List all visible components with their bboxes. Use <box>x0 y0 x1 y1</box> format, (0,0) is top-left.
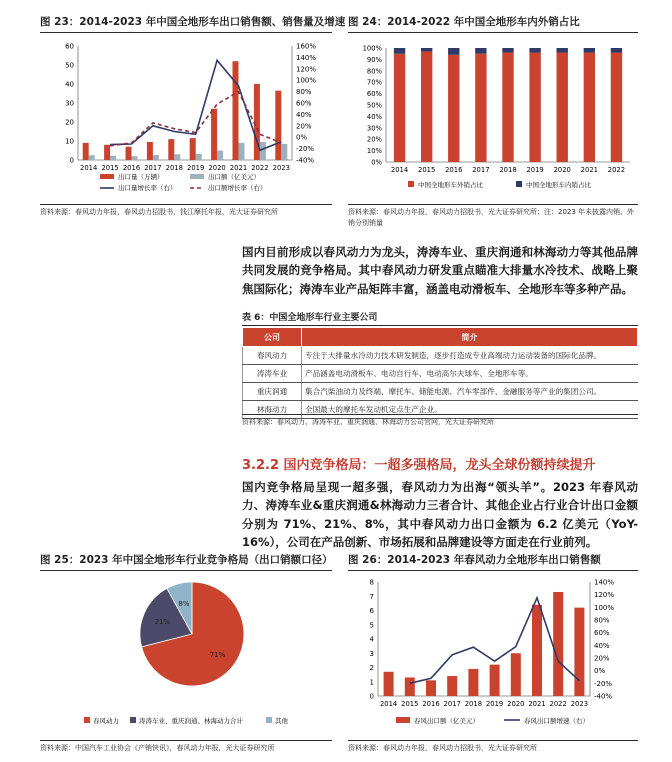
x-tick-label: 2016 <box>122 164 141 172</box>
table-row <box>243 365 638 383</box>
y-tick-label-left: 60 <box>65 42 74 51</box>
y-tick-label-right: 140% <box>296 53 317 62</box>
table6-source: 资料来源：春风动力、涛涛车业、重庆润通、林海动力公司官网，光大证券研究所 <box>242 414 638 427</box>
x-tick-label: 2017 <box>144 164 162 172</box>
x-tick-label: 2021 <box>528 700 546 708</box>
x-tick-label: 2021 <box>580 166 598 174</box>
x-tick-label: 2022 <box>549 700 567 708</box>
y-tick-label-right: 140% <box>594 578 615 587</box>
bar-export-value <box>239 143 245 160</box>
bar-export-share <box>421 51 432 162</box>
y-tick-label-left: 10 <box>65 137 74 146</box>
bar-export-value <box>217 151 223 161</box>
y-tick-label-left: 5 <box>369 621 374 630</box>
bar-export-value <box>574 608 584 696</box>
bar-domestic-share <box>448 48 459 55</box>
bar-export-value <box>511 653 521 696</box>
table-header-desc: 简介 <box>302 328 638 347</box>
bar-export-value <box>196 154 202 160</box>
company-name: 涛涛车业 <box>243 365 302 383</box>
company-desc: 产品涵盖电动滑板车、电动自行车、电动高尔夫球车、全地形车等。 <box>302 365 638 383</box>
x-tick-label: 2019 <box>187 164 205 172</box>
bar-export-value <box>153 155 159 160</box>
bar-export-share <box>584 53 595 162</box>
y-tick-label: 90% <box>366 55 382 64</box>
y-tick-label-left: 6 <box>369 607 374 615</box>
y-tick-label-right: 60% <box>594 629 610 638</box>
y-tick-label-right: -40% <box>594 692 613 701</box>
y-tick-label: 0% <box>371 158 382 167</box>
bar-export-volume <box>211 109 217 160</box>
x-tick-label: 2022 <box>607 166 626 174</box>
competition-paragraph: 国内竞争格局呈现一超多强，春风动力为出海“领头羊”。2023 年春风动力、涛涛车业&重庆润通&林海动力三者合计、其他企业占行业合计出口金额分别为 71%、21%、8%，其中春风动力出口金额为 6.2 亿美元（YoY-16%），公司在产品创新、市场拓展和品牌建设等方面走在行业前列。 <box>242 480 638 550</box>
bar-export-value <box>468 669 478 696</box>
bar-export-value <box>260 142 266 160</box>
bar-export-value <box>110 156 116 160</box>
fig24-title: 图 24：2014-2022 年中国全地形车内外销占比 <box>348 14 638 33</box>
x-tick-label: 2021 <box>229 164 248 172</box>
y-tick-label-right: 40% <box>296 110 312 119</box>
company-desc: 全国最大的摩托车发动机定点生产企业。 <box>302 401 638 419</box>
bar-export-volume <box>233 61 239 160</box>
x-tick-label: 2019 <box>485 700 504 708</box>
bar-export-share <box>475 54 486 162</box>
fig23-title: 图 23：2014-2023 年中国全地形车出口销售额、销售量及增速 <box>40 14 332 33</box>
bar-export-value <box>174 154 180 160</box>
company-name: 春风动力 <box>243 347 302 365</box>
legend-label: 出口额（亿美元） <box>208 173 260 181</box>
y-tick-label-right: -40% <box>296 156 315 165</box>
y-tick-label-right: 100% <box>296 76 317 85</box>
company-table <box>242 327 638 419</box>
fig26-title: 图 26：2014-2023 年春风动力全地形车出口销售额 <box>348 552 638 571</box>
bar-export-value <box>490 665 500 696</box>
x-tick-label: 2020 <box>507 700 525 708</box>
x-tick-label: 2018 <box>499 166 517 174</box>
x-tick-label: 2023 <box>272 164 290 172</box>
fig23-chart <box>40 36 332 196</box>
legend-swatch-value <box>190 174 204 179</box>
fig24-chart <box>348 36 638 196</box>
bar-export-volume <box>190 138 196 160</box>
bar-export-share <box>502 53 513 162</box>
y-tick-label-left: 2 <box>369 664 374 672</box>
x-tick-label: 2020 <box>208 164 226 172</box>
x-tick-label: 2022 <box>251 164 269 172</box>
y-tick-label: 20% <box>366 135 382 144</box>
x-tick-label: 2018 <box>464 700 483 708</box>
legend-swatch-volume <box>100 174 114 179</box>
y-tick-label-right: 80% <box>296 88 312 97</box>
x-tick-label: 2015 <box>101 164 119 172</box>
bar-domestic-share <box>557 48 568 53</box>
y-tick-label-right: 20% <box>296 122 312 131</box>
x-tick-label: 2017 <box>443 700 461 708</box>
legend-label: 出口量增长率（右） <box>118 184 177 192</box>
bar-export-volume <box>126 147 132 160</box>
x-tick-label: 2020 <box>553 166 571 174</box>
bar-export-volume <box>147 142 153 160</box>
y-tick-label-left: 7 <box>369 592 374 601</box>
y-tick-label: 80% <box>366 67 382 76</box>
section-heading: 3.2.2 国内竞争格局：一超多强格局，龙头全球份额持续提升 <box>242 458 596 473</box>
y-tick-label-right: 40% <box>594 641 610 650</box>
bar-export-share <box>611 53 622 162</box>
y-tick-label: 100% <box>362 44 382 53</box>
x-tick-label: 2023 <box>570 700 589 708</box>
legend-swatch-export <box>408 181 414 187</box>
intro-paragraph: 国内目前形成以春风动力为龙头，涛涛车业、重庆润通和林海动力等其他品牌共同发展的竞争格局。其中春风动力研发重点瞄准大排量水冷技术、战略上聚焦国际化；涛涛车业产品矩阵丰富，涵盖电动滑板车、全地形车等多种产品。 <box>242 245 638 296</box>
y-tick-label-left: 30 <box>65 99 74 108</box>
y-tick-label-left: 1 <box>369 678 374 687</box>
y-tick-label-right: 80% <box>594 616 610 625</box>
bar-domestic-share <box>421 48 432 51</box>
x-tick-label: 2015 <box>401 700 419 708</box>
legend-label: 出口额增长率（右） <box>208 184 267 192</box>
y-tick-label-right: 120% <box>296 65 317 74</box>
y-tick-label-right: 20% <box>594 654 610 663</box>
bar-export-value <box>281 144 287 160</box>
y-tick-label: 60% <box>366 90 382 99</box>
y-tick-label-right: 60% <box>296 99 312 108</box>
company-name: 重庆润通 <box>243 383 302 401</box>
x-tick-label: 2014 <box>379 700 398 708</box>
legend-label: 春风出口额（亿美元） <box>414 717 479 725</box>
bar-export-value <box>405 677 415 696</box>
y-tick-label-right: 120% <box>594 591 615 600</box>
fig23-source: 资料来源：春风动力年报，春风动力招股书，钱江摩托年报，光大证券研究所 <box>40 204 332 218</box>
legend-swatch <box>130 717 136 723</box>
legend-swatch-export <box>396 717 410 723</box>
legend-label: 其他 <box>275 717 288 725</box>
y-tick-label-right: 0% <box>594 667 606 676</box>
x-tick-label: 2017 <box>472 166 490 174</box>
fig24-source: 资料来源：春风动力年报，春风动力招股书，光大证券研究所；注：2023 年未披露内销、外销分别销量 <box>348 204 638 229</box>
y-tick-label-right: 160% <box>296 42 317 51</box>
legend-label: 涛涛车业、重庆润通、林海动力合计 <box>139 717 243 725</box>
bar-export-share <box>557 53 568 162</box>
legend-label: 春风出口额增速（右） <box>524 717 589 725</box>
x-tick-label: 2016 <box>445 166 463 174</box>
legend-swatch <box>266 717 272 723</box>
legend-swatch-domestic <box>516 181 522 187</box>
pie-value-label: 8% <box>178 599 190 608</box>
bar-domestic-share <box>475 48 486 54</box>
legend-label: 出口量（万辆） <box>118 173 164 181</box>
y-tick-label-left: 40 <box>65 80 74 89</box>
y-tick-label-left: 50 <box>65 61 74 70</box>
bar-domestic-share <box>529 48 540 53</box>
y-tick-label-right: -20% <box>296 145 315 154</box>
bar-export-value <box>532 605 542 696</box>
bar-export-share <box>448 55 459 162</box>
bar-export-volume <box>168 139 174 160</box>
bar-export-share <box>529 53 540 162</box>
bar-export-volume <box>104 145 110 160</box>
table6-title: 表 6：中国全地形车行业主要公司 <box>242 310 638 326</box>
fig25-chart <box>40 572 332 732</box>
fig26-chart <box>348 572 638 732</box>
y-tick-label-left: 3 <box>369 649 374 658</box>
pie-value-label: 21% <box>154 618 171 627</box>
bar-export-value <box>384 672 394 696</box>
fig25-title: 图 25：2023 年中国全地形车行业竞争格局（出口销额口径） <box>40 552 332 571</box>
bar-export-share <box>394 54 405 162</box>
company-desc: 集合汽柴油动力及终端、摩托车、储能电源、汽车零部件、金融服务等产业的集团公司。 <box>302 383 638 401</box>
fig26-source: 资料来源：春风动力年报，春风动力招股书，光大证券研究所 <box>348 740 638 754</box>
y-tick-label-left: 8 <box>369 578 374 587</box>
y-tick-label-left: 0 <box>69 156 74 165</box>
company-desc: 专注于大排量水冷动力技术研发制造，逐步打造成专业高端动力运动装备的国际化品牌。 <box>302 347 638 365</box>
y-tick-label-left: 20 <box>65 118 74 127</box>
bar-domestic-share <box>502 48 513 53</box>
x-tick-label: 2016 <box>422 700 440 708</box>
bar-export-value <box>553 592 563 696</box>
table-row <box>243 347 638 365</box>
y-tick-label-left: 0 <box>369 692 374 701</box>
legend-label: 中国全地形车内销占比 <box>526 181 591 189</box>
bar-export-volume <box>83 143 89 160</box>
legend-label: 中国全地形车外销占比 <box>418 181 483 189</box>
table-row <box>243 383 638 401</box>
y-tick-label: 30% <box>366 124 382 133</box>
legend-label: 春风动力 <box>93 717 119 725</box>
y-tick-label: 50% <box>366 101 382 110</box>
y-tick-label: 40% <box>366 112 382 121</box>
y-tick-label-left: 4 <box>369 635 374 644</box>
bar-export-value <box>89 155 95 160</box>
bar-export-value <box>447 676 457 696</box>
x-tick-label: 2014 <box>80 164 98 172</box>
y-tick-label: 70% <box>366 78 382 87</box>
pie-value-label: 71% <box>209 650 226 659</box>
table-header-company: 公司 <box>243 328 302 347</box>
bar-domestic-share <box>584 48 595 53</box>
fig25-source: 资料来源：中国汽车工业协会《产销快讯》，春风动力年报，光大证券研究所 <box>40 740 332 754</box>
y-tick-label: 10% <box>366 147 382 156</box>
bar-export-volume <box>275 91 281 160</box>
y-tick-label-right: 0% <box>296 133 308 142</box>
bar-export-value <box>132 156 138 160</box>
y-tick-label-right: -20% <box>594 679 613 688</box>
bar-domestic-share <box>394 48 405 54</box>
company-name: 林海动力 <box>243 401 302 419</box>
x-tick-label: 2015 <box>418 166 436 174</box>
legend-swatch <box>84 717 90 723</box>
x-tick-label: 2019 <box>526 166 544 174</box>
y-tick-label-right: 100% <box>594 603 615 612</box>
bar-domestic-share <box>611 48 622 53</box>
x-tick-label: 2014 <box>390 166 409 174</box>
bar-export-value <box>426 680 436 696</box>
x-tick-label: 2018 <box>165 164 183 172</box>
